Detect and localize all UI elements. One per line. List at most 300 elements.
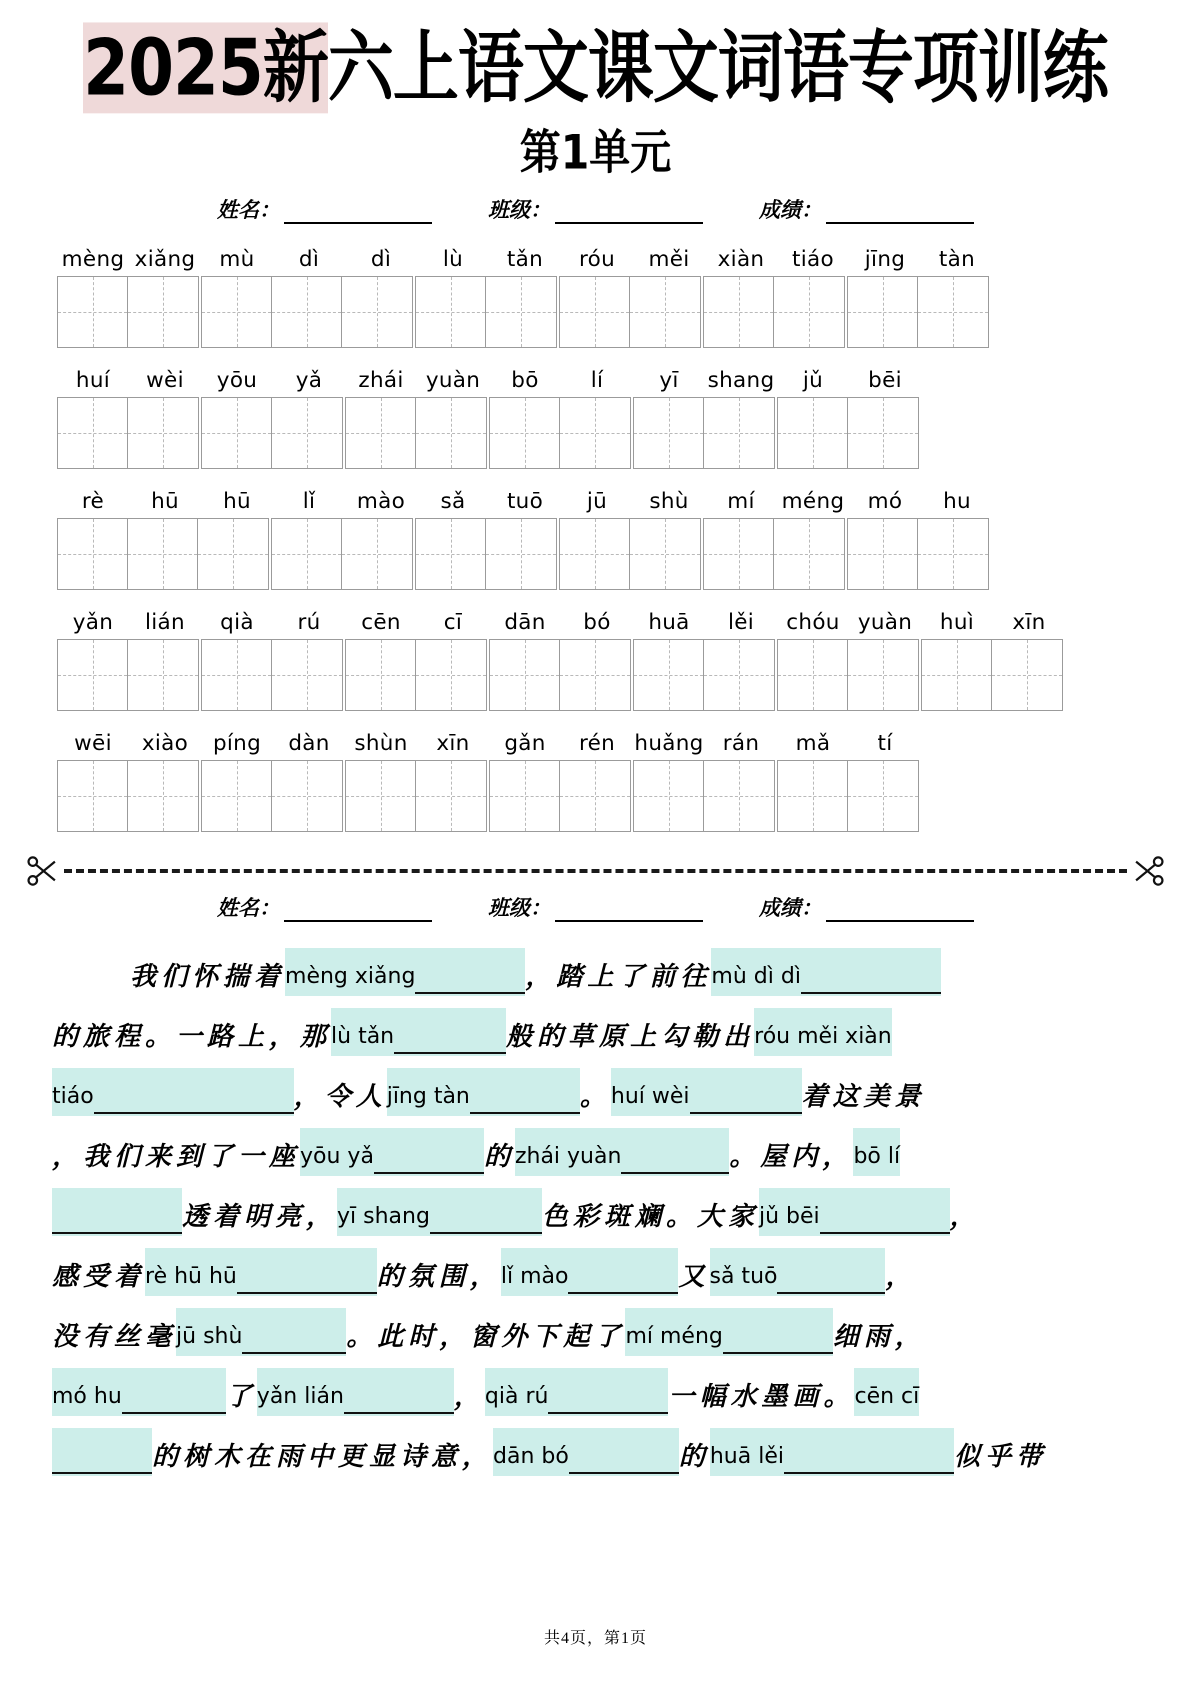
writing-grid-group[interactable] [633,639,775,711]
writing-cell[interactable] [848,761,918,831]
writing-cell[interactable] [128,761,198,831]
pinyin-practice-area [0,238,1191,832]
pinyin-syllable: hū [223,489,251,515]
writing-cell[interactable] [634,640,704,710]
writing-cell[interactable] [704,640,774,710]
student-info-row-bottom [0,892,1191,922]
writing-cell[interactable] [198,519,268,589]
writing-cell[interactable] [272,398,342,468]
pinyin-syllable: jīng [864,247,906,273]
pinyin-syllable: dàn [288,731,330,757]
writing-cell[interactable] [346,640,416,710]
pinyin-group [201,731,345,756]
writing-cell[interactable] [490,398,560,468]
pinyin-syllable: wèi [146,368,184,394]
passage-text: 的 [483,1142,515,1172]
writing-grid-group[interactable] [57,760,199,832]
cut-line-row [0,854,1191,888]
pinyin-group [345,368,489,393]
writing-cell[interactable] [560,277,630,347]
writing-cell[interactable] [58,277,128,347]
writing-grid-group[interactable] [489,397,631,469]
writing-cell[interactable] [416,761,486,831]
pinyin-group [561,247,705,272]
writing-cell[interactable] [58,519,128,589]
pinyin-syllable: rén [578,731,616,757]
writing-grid-group[interactable] [201,276,413,348]
pinyin-syllable: sǎ [440,489,466,515]
writing-cell[interactable] [202,640,272,710]
cloze-blank[interactable] [52,1188,182,1236]
pinyin-group [705,247,849,272]
pinyin-syllable: mào [356,489,406,515]
passage-line [52,1176,1139,1236]
cloze-blank[interactable] [854,1368,919,1416]
cloze-answer-line[interactable] [548,1370,668,1414]
writing-cell[interactable] [922,640,992,710]
pinyin-group [345,610,489,635]
passage-text: 。 [579,1082,611,1112]
cloze-answer-line[interactable] [344,1370,454,1414]
cloze-answer-line[interactable] [723,1310,833,1354]
pinyin-syllable: lǐ [302,489,316,515]
cloze-answer-line[interactable] [122,1370,226,1414]
cloze-blank[interactable] [853,1128,900,1176]
writing-grid-group[interactable] [345,397,487,469]
name-blank-line[interactable] [284,907,432,922]
writing-cell[interactable] [848,519,918,589]
writing-cell[interactable] [774,519,844,589]
cloze-blank[interactable] [759,1188,950,1236]
writing-grid-group[interactable] [57,276,199,348]
cloze-answer-line[interactable] [784,1430,954,1474]
writing-cell[interactable] [486,519,556,589]
cloze-pinyin-hint: lǐ mào [500,1264,569,1290]
passage-line [52,1296,1139,1356]
writing-cell[interactable] [128,640,198,710]
pinyin-syllable: róu [578,247,616,273]
passage-text: 。此时，窗外下起了 [346,1322,626,1352]
passage-line [52,1356,1139,1416]
writing-cell[interactable] [630,277,700,347]
pinyin-row [57,359,1134,393]
writing-cell[interactable] [704,277,774,347]
writing-cell[interactable] [272,640,342,710]
cloze-answer-line[interactable] [801,950,941,994]
writing-cell[interactable] [272,277,342,347]
writing-cell[interactable] [202,398,272,468]
name-label: 姓名： [217,198,280,223]
pinyin-syllable: huā [648,610,690,636]
cloze-blank[interactable] [387,1068,580,1116]
pinyin-group [57,489,273,514]
writing-grid-group[interactable] [847,276,989,348]
passage-text: 般的草原上勾勒出 [506,1022,755,1052]
pinyin-syllable: xiàn [717,247,765,273]
writing-grid-group[interactable] [777,639,919,711]
passage-line [52,996,1139,1056]
writing-cell[interactable] [560,398,630,468]
pinyin-syllable: huǎng [634,731,704,757]
cloze-blank[interactable] [710,1428,954,1476]
cloze-pinyin-hint: sǎ tuō [709,1264,778,1290]
writing-grid-group[interactable] [345,639,487,711]
pinyin-group [561,489,705,514]
cloze-answer-line[interactable] [394,1010,506,1054]
pinyin-syllable: tí [877,731,893,757]
writing-cell[interactable] [346,398,416,468]
name-field-top[interactable] [217,194,432,224]
unit-subtitle: 第1单元 [519,125,672,181]
cloze-blank[interactable] [52,1068,294,1116]
name-field-bottom[interactable] [217,892,432,922]
writing-grid-group[interactable] [57,397,199,469]
writing-cell[interactable] [128,519,198,589]
writing-cell[interactable] [272,761,342,831]
cloze-pinyin-hint: jīng tàn [386,1084,470,1110]
cloze-pinyin-hint: bō lí [853,1144,901,1170]
cloze-blank[interactable] [493,1428,679,1476]
writing-grid-row [57,639,1134,711]
writing-grid-group[interactable] [633,760,775,832]
passage-line [52,1056,1139,1116]
pinyin-syllable: hu [943,489,971,515]
class-field-bottom[interactable] [488,892,703,922]
cloze-pinyin-hint: lù tǎn [331,1024,395,1050]
pinyin-syllable: xīn [1012,610,1046,636]
pinyin-group [345,731,489,756]
writing-cell[interactable] [490,761,560,831]
cloze-pinyin-hint: yōu yǎ [300,1144,374,1170]
cloze-blank[interactable] [52,1368,226,1416]
writing-cell[interactable] [342,519,412,589]
pinyin-group [417,489,561,514]
writing-cell[interactable] [634,761,704,831]
pinyin-syllable: bēi [868,368,902,394]
cloze-answer-line[interactable] [777,1250,885,1294]
pinyin-group [201,368,345,393]
pinyin-group [849,489,993,514]
cloze-answer-line[interactable] [237,1250,377,1294]
class-label: 班级： [488,896,551,921]
passage-line [52,936,1139,996]
pinyin-syllable: mó [867,489,903,515]
writing-cell[interactable] [560,640,630,710]
passage-text: 的 [678,1442,710,1472]
score-blank-line[interactable] [826,907,974,922]
writing-cell[interactable] [490,640,560,710]
passage-text: 感受着 [52,1262,146,1292]
passage-line [52,1416,1139,1476]
pinyin-group [417,247,561,272]
writing-cell[interactable] [272,519,342,589]
pinyin-syllable: tǎn [506,247,544,273]
cloze-pinyin-hint: huā lěi [709,1444,784,1470]
pinyin-syllable: yǎ [295,368,323,394]
writing-cell[interactable] [630,519,700,589]
passage-line [52,1236,1139,1296]
writing-cell[interactable] [778,640,848,710]
pinyin-group [201,247,417,272]
pinyin-group [489,368,633,393]
cloze-blank[interactable] [176,1308,346,1356]
cloze-blank[interactable] [515,1128,729,1176]
writing-cell[interactable] [704,761,774,831]
pinyin-group [57,610,201,635]
writing-cell[interactable] [848,640,918,710]
writing-cell[interactable] [560,761,630,831]
writing-grid-group[interactable] [489,760,631,832]
cloze-blank[interactable] [501,1248,679,1296]
writing-grid-group[interactable] [703,518,845,590]
cloze-blank[interactable] [52,1428,152,1476]
writing-grid-group[interactable] [201,397,343,469]
pinyin-syllable: bō [511,368,539,394]
cloze-answer-line[interactable] [242,1310,346,1354]
cloze-blank[interactable] [257,1368,454,1416]
writing-cell[interactable] [342,277,412,347]
writing-cell[interactable] [848,398,918,468]
cloze-answer-line[interactable] [52,1190,182,1234]
pinyin-group [489,731,633,756]
passage-text: 。屋内， [729,1142,854,1172]
pinyin-syllable: dān [504,610,546,636]
pinyin-syllable: mǎ [795,731,831,757]
passage-text: ， [453,1382,485,1412]
passage-text: ， [885,1262,917,1292]
class-blank-line[interactable] [555,907,703,922]
passage-text: 一幅水墨画。 [668,1382,855,1412]
score-field-top[interactable] [759,194,974,224]
pinyin-syllable: yuàn [857,610,913,636]
writing-cell[interactable] [634,398,704,468]
cloze-pinyin-hint: mí méng [625,1324,723,1350]
cloze-blank[interactable] [711,948,941,996]
pinyin-group [57,731,201,756]
cloze-blank[interactable] [710,1248,886,1296]
pinyin-syllable: dì [370,247,392,273]
writing-grid-group[interactable] [345,760,487,832]
passage-text: ， [949,1202,981,1232]
writing-cell[interactable] [416,519,486,589]
pinyin-syllable: chóu [786,610,840,636]
pinyin-group [849,247,993,272]
pinyin-syllable: bó [583,610,611,636]
passage-text: 似乎带 [953,1442,1047,1472]
cloze-answer-line[interactable] [569,1430,679,1474]
cloze-blank[interactable] [145,1248,377,1296]
cloze-blank[interactable] [754,1008,892,1056]
cloze-pinyin-hint: mù dì dì [711,964,801,990]
scissors-icon [26,854,60,888]
passage-text: ，我们来到了一座 [52,1142,301,1172]
cloze-pinyin-hint: mó hu [52,1384,122,1410]
pinyin-syllable: xīn [436,731,470,757]
writing-cell[interactable] [704,398,774,468]
pinyin-syllable: jū [586,489,608,515]
pinyin-group [633,610,777,635]
name-blank-line[interactable] [284,209,432,224]
writing-grid-group[interactable] [415,276,557,348]
pinyin-syllable: shùn [354,731,408,757]
passage-text: 着这美景 [801,1082,926,1112]
pinyin-syllable: yuàn [425,368,481,394]
writing-cell[interactable] [416,640,486,710]
pinyin-syllable: zhái [358,368,404,394]
pinyin-syllable: lí [590,368,604,394]
cloze-answer-line[interactable] [568,1250,678,1294]
cloze-blank[interactable] [485,1368,669,1416]
cloze-blank[interactable] [337,1188,542,1236]
pinyin-syllable: mèng [61,247,125,273]
title-highlight: 2025新 [83,22,328,114]
pinyin-syllable: rán [722,731,760,757]
pinyin-syllable: yī [659,368,679,394]
score-field-bottom[interactable] [759,892,974,922]
writing-grid-group[interactable] [201,639,343,711]
cloze-pinyin-hint: mèng xiǎng [285,964,416,990]
writing-grid-group[interactable] [201,760,343,832]
writing-grid-row [57,518,1134,590]
cloze-answer-line[interactable] [470,1070,580,1114]
writing-cell[interactable] [202,277,272,347]
cloze-answer-line[interactable] [374,1130,484,1174]
writing-grid-group[interactable] [777,397,919,469]
cloze-pinyin-hint: yǎn lián [256,1384,344,1410]
pinyin-row [57,601,1134,635]
score-blank-line[interactable] [826,209,974,224]
pinyin-syllable: dì [298,247,320,273]
writing-cell[interactable] [560,519,630,589]
passage-text: 的旅程。一路上，那 [52,1022,332,1052]
pinyin-row [57,238,1134,272]
writing-cell[interactable] [58,398,128,468]
pinyin-syllable: tàn [938,247,976,273]
writing-cell[interactable] [416,277,486,347]
writing-grid-group[interactable] [489,639,631,711]
pinyin-syllable: rú [297,610,321,636]
writing-cell[interactable] [416,398,486,468]
pinyin-row [57,480,1134,514]
writing-grid-group[interactable] [847,518,989,590]
writing-cell[interactable] [774,277,844,347]
pinyin-syllable: rè [81,489,105,515]
passage-text: 透着明亮， [182,1202,338,1232]
class-label: 班级： [488,198,551,223]
pinyin-syllable: lù [442,247,464,273]
cloze-answer-line[interactable] [690,1070,802,1114]
writing-cell[interactable] [918,277,988,347]
writing-grid-group[interactable] [777,760,919,832]
class-blank-line[interactable] [555,209,703,224]
writing-cell[interactable] [58,640,128,710]
pinyin-group [777,731,921,756]
pinyin-syllable: qià [220,610,254,636]
cloze-pinyin-hint: tiáo [52,1084,94,1110]
cloze-answer-line[interactable] [94,1070,294,1114]
cloze-pinyin-hint: cēn cī [854,1384,920,1410]
writing-cell[interactable] [202,761,272,831]
pinyin-syllable: yǎn [72,610,114,636]
passage-text: ，令人 [293,1082,387,1112]
writing-grid-group[interactable] [559,518,701,590]
pinyin-syllable: wēi [74,731,112,757]
cloze-answer-line[interactable] [820,1190,950,1234]
writing-grid-group[interactable] [57,639,199,711]
pinyin-group [201,610,345,635]
writing-grid-group[interactable] [559,276,701,348]
cloze-answer-line[interactable] [52,1430,152,1474]
cloze-blank[interactable] [611,1068,802,1116]
passage-text: 我们怀揣着 [130,962,286,992]
cloze-blank[interactable] [285,948,525,996]
cloze-pinyin-hint: dān bó [493,1444,569,1470]
passage-text: 的树木在雨中更显诗意， [152,1442,494,1472]
cloze-pinyin-hint: qià rú [484,1384,549,1410]
writing-cell[interactable] [778,398,848,468]
pinyin-syllable: hū [151,489,179,515]
pinyin-group [489,610,633,635]
pinyin-group [633,368,777,393]
writing-cell[interactable] [128,398,198,468]
pinyin-syllable: mí [727,489,755,515]
passage-text: 的氛围， [376,1262,501,1292]
pinyin-syllable: méng [781,489,845,515]
title-block [0,0,1191,181]
writing-cell[interactable] [778,761,848,831]
pinyin-syllable: měi [648,247,690,273]
writing-grid-group[interactable] [271,518,413,590]
passage-text: 色彩斑斓。大家 [541,1202,759,1232]
cloze-blank[interactable] [300,1128,484,1176]
writing-grid-group[interactable] [703,276,845,348]
class-field-top[interactable] [488,194,703,224]
cloze-answer-line[interactable] [415,950,525,994]
score-label: 成绩： [759,198,822,223]
passage-text: 没有丝毫 [52,1322,177,1352]
pinyin-syllable: huì [939,610,975,636]
writing-grid-group[interactable] [415,518,557,590]
writing-cell[interactable] [704,519,774,589]
cloze-blank[interactable] [625,1308,832,1356]
pinyin-syllable: xiǎng [134,247,196,273]
writing-cell[interactable] [128,277,198,347]
writing-cell[interactable] [486,277,556,347]
writing-cell[interactable] [848,277,918,347]
writing-cell[interactable] [918,519,988,589]
writing-grid-group[interactable] [633,397,775,469]
pinyin-syllable: huí [75,368,111,394]
pinyin-syllable: lián [145,610,185,636]
pinyin-syllable: tiáo [792,247,834,273]
scissors-icon-right [1131,854,1165,888]
pinyin-syllable: gǎn [504,731,546,757]
writing-grid-row [57,760,1134,832]
writing-cell[interactable] [58,761,128,831]
writing-grid-group[interactable] [57,518,269,590]
writing-grid-row [57,276,1134,348]
cloze-answer-line[interactable] [621,1130,729,1174]
pinyin-syllable: shang [707,368,775,394]
cloze-pinyin-hint: jū shù [176,1324,243,1350]
writing-grid-group[interactable] [921,639,1063,711]
cloze-pinyin-hint: róu měi xiàn [754,1024,892,1050]
writing-cell[interactable] [346,761,416,831]
cloze-blank[interactable] [331,1008,506,1056]
writing-cell[interactable] [992,640,1062,710]
cloze-pinyin-hint: yī shang [337,1204,430,1230]
cloze-answer-line[interactable] [430,1190,542,1234]
